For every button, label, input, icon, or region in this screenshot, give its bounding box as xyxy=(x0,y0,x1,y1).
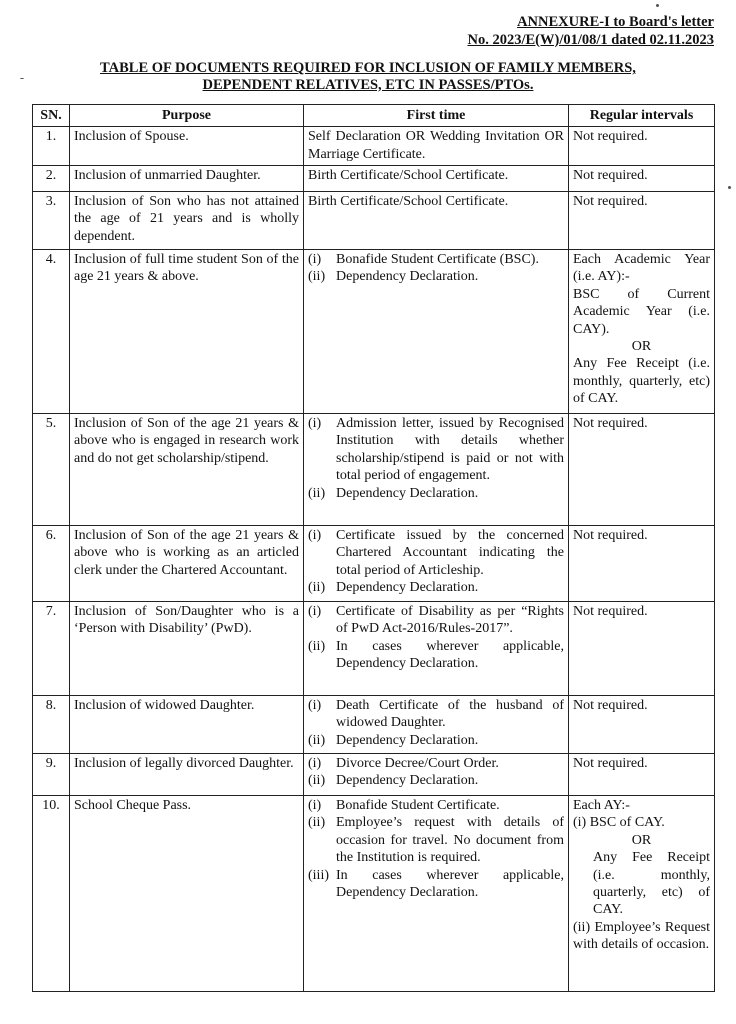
list-item xyxy=(308,697,564,732)
regular-text: Not required. xyxy=(573,604,648,620)
title-line-2: DEPENDENT RELATIVES, ETC IN PASSES/PTOs. xyxy=(202,76,534,93)
row-purpose: Inclusion of Son of the age 21 years & above who is working as an articled clerk under the Chartered Accountant. xyxy=(70,526,304,602)
list-item xyxy=(308,814,564,866)
list-item xyxy=(308,797,564,814)
row-sn: 1. xyxy=(33,127,70,166)
row-purpose: Inclusion of widowed Daughter. xyxy=(70,696,304,754)
list-item xyxy=(308,772,564,789)
first-time-text: Self Declaration OR Wedding Invitation OR Marriage Certificate. xyxy=(308,129,564,162)
header-purpose: Purpose xyxy=(70,105,304,127)
list-item xyxy=(308,268,564,285)
row-sn: 2. xyxy=(33,166,70,192)
item-text: Employee’s request with details of occasion for travel. No document from the Institution is required. xyxy=(336,815,564,866)
item-number: (iii) xyxy=(308,867,329,883)
item-number: (ii) xyxy=(308,638,326,654)
item-number: (i) xyxy=(308,252,322,268)
table-row xyxy=(33,696,715,754)
row-first-time xyxy=(304,192,569,250)
item-number: (ii) xyxy=(308,269,326,285)
table-row xyxy=(33,602,715,696)
list-item xyxy=(308,579,564,596)
regular-text: Not required. xyxy=(573,528,648,544)
regular-text: (ii) Employee’s Request with details of occasion. xyxy=(573,919,710,952)
item-number: (ii) xyxy=(308,580,326,596)
regular-text: Any Fee Receipt (i.e. monthly, quarterly, etc) of CAY. xyxy=(593,850,710,918)
item-number: (ii) xyxy=(308,773,326,789)
row-sn: 10. xyxy=(33,796,70,992)
item-number: (i) xyxy=(308,798,322,814)
regular-text: Not required. xyxy=(573,194,648,210)
row-sn: 8. xyxy=(33,696,70,754)
row-regular xyxy=(569,414,715,526)
list-item xyxy=(308,527,564,579)
table-row xyxy=(33,796,715,992)
annexure-reference xyxy=(467,14,714,49)
first-time-text: Birth Certificate/School Certificate. xyxy=(308,168,509,184)
row-purpose: Inclusion of legally divorced Daughter. xyxy=(70,754,304,796)
table-header-row xyxy=(33,105,715,127)
row-first-time xyxy=(304,796,569,992)
row-purpose: School Cheque Pass. xyxy=(70,796,304,992)
regular-text: Not required. xyxy=(573,698,648,714)
header-sn: SN. xyxy=(33,105,70,127)
row-regular xyxy=(569,526,715,602)
document-title xyxy=(0,60,736,93)
annexure-line-1: ANNEXURE-I to Board's letter xyxy=(517,14,714,30)
regular-text: BSC of Current Academic Year (i.e. CAY). xyxy=(573,286,710,337)
header-first-time: First time xyxy=(304,105,569,127)
list-item xyxy=(308,755,564,772)
item-text: Dependency Declaration. xyxy=(336,732,479,748)
regular-or: OR xyxy=(631,832,652,848)
item-text: Dependency Declaration. xyxy=(336,580,479,596)
regular-text: Not required. xyxy=(573,129,648,145)
row-regular xyxy=(569,754,715,796)
regular-text: Each AY:- xyxy=(573,798,630,814)
item-text: Divorce Decree/Court Order. xyxy=(336,756,499,772)
item-text: Admission letter, issued by Recognised Institution with details whether scholarship/stipend is paid or not with total period of engagement. xyxy=(336,416,564,484)
row-sn: 9. xyxy=(33,754,70,796)
table-row xyxy=(33,166,715,192)
list-item xyxy=(308,732,564,749)
item-number: (ii) xyxy=(308,732,326,748)
row-purpose: Inclusion of Son of the age 21 years & above who is engaged in research work and do not get scholarship/stipend. xyxy=(70,414,304,526)
row-purpose: Inclusion of Son who has not attained the age of 21 years and is wholly dependent. xyxy=(70,192,304,250)
row-regular xyxy=(569,127,715,166)
row-first-time xyxy=(304,127,569,166)
item-text: Bonafide Student Certificate. xyxy=(336,798,500,814)
item-text: Dependency Declaration. xyxy=(336,773,479,789)
row-first-time xyxy=(304,250,569,414)
list-item xyxy=(308,638,564,673)
regular-or: OR xyxy=(631,338,652,354)
row-purpose: Inclusion of full time student Son of the age 21 years & above. xyxy=(70,250,304,414)
row-sn: 7. xyxy=(33,602,70,696)
item-text: Dependency Declaration. xyxy=(336,269,479,285)
row-sn: 6. xyxy=(33,526,70,602)
table-row xyxy=(33,526,715,602)
regular-text: Not required. xyxy=(573,756,648,772)
title-line-1: TABLE OF DOCUMENTS REQUIRED FOR INCLUSION OF FAMILY MEMBERS, xyxy=(100,60,636,76)
header-regular-intervals: Regular intervals xyxy=(569,105,715,127)
regular-text: Any Fee Receipt (i.e. monthly, quarterly, etc) of CAY. xyxy=(573,356,710,406)
row-purpose: Inclusion of Son/Daughter who is a ‘Person with Disability’ (PwD). xyxy=(70,602,304,696)
row-regular xyxy=(569,250,715,414)
row-regular xyxy=(569,602,715,696)
list-item xyxy=(308,485,564,502)
row-sn: 4. xyxy=(33,250,70,414)
row-sn: 3. xyxy=(33,192,70,250)
row-purpose: Inclusion of Spouse. xyxy=(70,127,304,166)
row-sn: 5. xyxy=(33,414,70,526)
item-text: Certificate issued by the concerned Chartered Accountant indicating the total period of Articleship. xyxy=(336,528,564,578)
list-item xyxy=(308,415,564,484)
regular-text: Not required. xyxy=(573,168,648,184)
annexure-line-2: No. 2023/E(W)/01/08/1 dated 02.11.2023 xyxy=(467,31,714,48)
item-text: Dependency Declaration. xyxy=(336,485,479,501)
list-item xyxy=(308,251,564,268)
row-purpose: Inclusion of unmarried Daughter. xyxy=(70,166,304,192)
item-number: (i) xyxy=(308,416,322,432)
table-row xyxy=(33,754,715,796)
item-number: (ii) xyxy=(308,485,326,501)
row-first-time xyxy=(304,166,569,192)
row-first-time xyxy=(304,754,569,796)
list-item xyxy=(308,867,564,902)
row-first-time xyxy=(304,526,569,602)
regular-text: (i) BSC of CAY. xyxy=(573,815,665,831)
item-text: In cases wherever applicable, Dependency Declaration. xyxy=(336,638,564,672)
scan-speck xyxy=(656,4,659,7)
item-number: (ii) xyxy=(308,815,326,831)
table-row xyxy=(33,414,715,526)
regular-text: Each Academic Year (i.e. AY):- xyxy=(573,252,710,285)
first-time-text: Birth Certificate/School Certificate. xyxy=(308,194,509,210)
table-row xyxy=(33,192,715,250)
regular-text: Not required. xyxy=(573,416,648,432)
item-number: (i) xyxy=(308,528,322,544)
row-first-time xyxy=(304,414,569,526)
scan-speck xyxy=(728,186,731,189)
row-regular xyxy=(569,796,715,992)
documents-table xyxy=(32,104,715,992)
item-text: Bonafide Student Certificate (BSC). xyxy=(336,252,539,268)
row-regular xyxy=(569,192,715,250)
row-regular xyxy=(569,166,715,192)
table-row xyxy=(33,127,715,166)
item-text: Death Certificate of the husband of widowed Daughter. xyxy=(336,698,564,731)
item-number: (i) xyxy=(308,756,322,772)
row-first-time xyxy=(304,696,569,754)
item-text: Certificate of Disability as per “Rights of PwD Act-2016/Rules-2017”. xyxy=(336,604,564,637)
list-item xyxy=(308,603,564,638)
item-number: (i) xyxy=(308,698,322,714)
table-row xyxy=(33,250,715,414)
scan-speck xyxy=(20,78,24,79)
item-text: In cases wherever applicable, Dependency Declaration. xyxy=(336,867,564,900)
row-regular xyxy=(569,696,715,754)
row-first-time xyxy=(304,602,569,696)
item-number: (i) xyxy=(308,604,322,620)
